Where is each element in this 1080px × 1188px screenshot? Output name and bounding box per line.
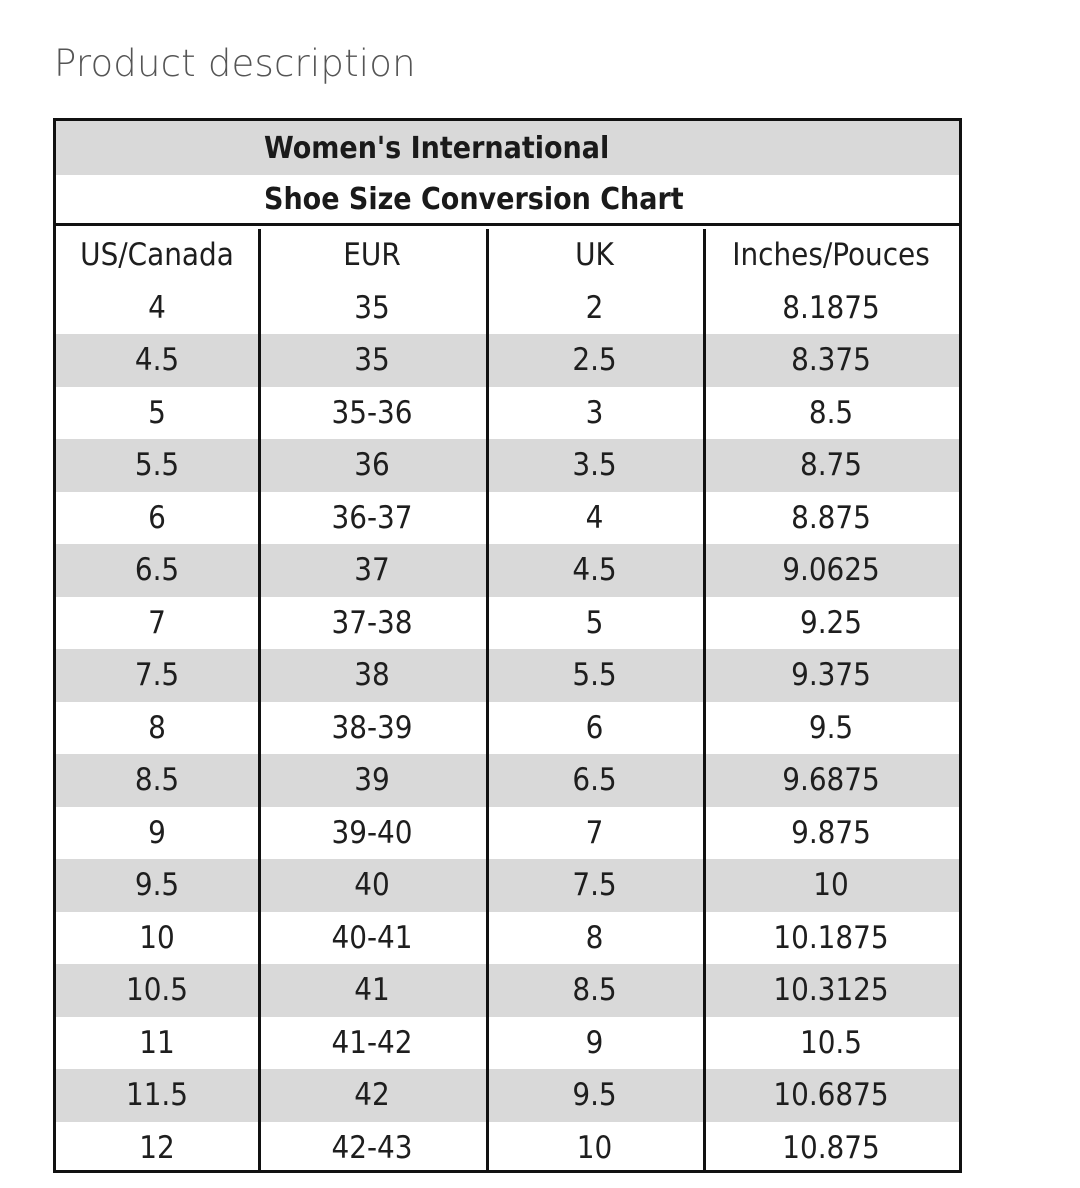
- table-row: [56, 1122, 959, 1174]
- cell-inches: 8.75: [799, 447, 863, 484]
- cell-inches: 9.375: [791, 657, 871, 694]
- cell-uk: 2: [585, 289, 604, 326]
- size-conversion-table: [53, 118, 962, 1173]
- cell-eur: 40-41: [331, 919, 413, 956]
- table-row: [56, 964, 959, 1017]
- cell-inches: 10.3125: [773, 972, 889, 1009]
- cell-eur: 38-39: [331, 709, 413, 746]
- cell-eur: 35: [354, 342, 390, 379]
- cell-uk: 7: [585, 814, 604, 851]
- cell-us-canada: 10: [139, 919, 175, 956]
- cell-uk: 3.5: [572, 447, 617, 484]
- cell-inches: 9.6875: [782, 762, 880, 799]
- table-row: [56, 859, 959, 912]
- table-row: [56, 492, 959, 545]
- cell-inches: 9.0625: [782, 552, 880, 589]
- cell-eur: 42-43: [331, 1129, 413, 1166]
- cell-eur: 42: [354, 1077, 390, 1114]
- cell-inches: 8.875: [791, 499, 871, 536]
- cell-uk: 9.5: [572, 1077, 617, 1114]
- cell-uk: 8: [585, 919, 604, 956]
- cell-us-canada: 6.5: [134, 552, 180, 589]
- cell-uk: 6: [585, 709, 604, 746]
- cell-uk: 2.5: [572, 342, 617, 379]
- table-row: [56, 912, 959, 965]
- cell-inches: 8.1875: [782, 289, 880, 326]
- cell-inches: 10.6875: [773, 1077, 889, 1114]
- cell-eur: 37: [354, 552, 390, 589]
- column-header-us-canada: US/Canada: [80, 237, 234, 274]
- cell-us-canada: 8: [148, 709, 166, 746]
- table-row: [56, 649, 959, 702]
- column-divider: [258, 229, 261, 1170]
- cell-inches: 10.1875: [773, 919, 889, 956]
- table-row: [56, 334, 959, 387]
- table-row: [56, 1069, 959, 1122]
- cell-uk: 5.5: [572, 657, 617, 694]
- cell-uk: 9: [585, 1024, 604, 1061]
- table-row: [56, 544, 959, 597]
- cell-uk: 3: [585, 394, 604, 431]
- cell-us-canada: 5.5: [134, 447, 180, 484]
- cell-us-canada: 7.5: [134, 657, 180, 694]
- cell-uk: 4.5: [572, 552, 617, 589]
- table-row: [56, 807, 959, 860]
- cell-us-canada: 9: [148, 814, 166, 851]
- cell-eur: 35: [354, 289, 390, 326]
- cell-uk: 5: [585, 604, 604, 641]
- cell-uk: 10: [576, 1129, 613, 1166]
- table-title-line-1: Women's International: [56, 121, 959, 175]
- cell-inches: 8.375: [791, 342, 871, 379]
- cell-us-canada: 8.5: [134, 762, 180, 799]
- cell-eur: 35-36: [331, 394, 413, 431]
- table-row: [56, 597, 959, 650]
- cell-inches: 10.875: [782, 1129, 880, 1166]
- cell-eur: 41-42: [331, 1024, 413, 1061]
- cell-us-canada: 4: [148, 289, 166, 326]
- cell-inches: 8.5: [808, 394, 854, 431]
- cell-us-canada: 12: [139, 1129, 175, 1166]
- table-row: [56, 702, 959, 755]
- table-row: [56, 282, 959, 335]
- cell-eur: 36-37: [331, 499, 413, 536]
- table-row: [56, 439, 959, 492]
- column-header-inches: Inches/Pouces: [732, 237, 930, 274]
- cell-inches: 10: [813, 867, 849, 904]
- cell-inches: 9.875: [791, 814, 871, 851]
- cell-us-canada: 5: [148, 394, 166, 431]
- cell-eur: 37-38: [331, 604, 413, 641]
- cell-eur: 36: [354, 447, 390, 484]
- table-row: [56, 754, 959, 807]
- cell-us-canada: 10.5: [125, 972, 189, 1009]
- cell-uk: 6.5: [572, 762, 617, 799]
- table-header-row: [56, 229, 959, 282]
- cell-uk: 8.5: [572, 972, 617, 1009]
- cell-eur: 40: [354, 867, 390, 904]
- column-header-uk: UK: [575, 237, 614, 274]
- cell-us-canada: 9.5: [134, 867, 180, 904]
- cell-us-canada: 4.5: [134, 342, 180, 379]
- column-divider: [486, 229, 489, 1170]
- table-grid: [56, 229, 959, 1173]
- cell-inches: 9.25: [799, 604, 863, 641]
- cell-eur: 39: [354, 762, 390, 799]
- cell-inches: 9.5: [808, 709, 854, 746]
- table-row: [56, 1017, 959, 1070]
- cell-us-canada: 11.5: [125, 1077, 189, 1114]
- section-heading: Product description: [54, 42, 416, 85]
- cell-uk: 7.5: [572, 867, 617, 904]
- cell-eur: 38: [354, 657, 390, 694]
- cell-eur: 41: [354, 972, 390, 1009]
- table-row: [56, 387, 959, 440]
- column-divider: [703, 229, 706, 1170]
- table-title-line-2: Shoe Size Conversion Chart: [56, 175, 959, 226]
- cell-eur: 39-40: [331, 814, 413, 851]
- cell-uk: 4: [585, 499, 604, 536]
- cell-us-canada: 6: [148, 499, 166, 536]
- column-header-eur: EUR: [343, 237, 401, 274]
- cell-us-canada: 11: [139, 1024, 175, 1061]
- cell-inches: 10.5: [799, 1024, 863, 1061]
- cell-us-canada: 7: [148, 604, 166, 641]
